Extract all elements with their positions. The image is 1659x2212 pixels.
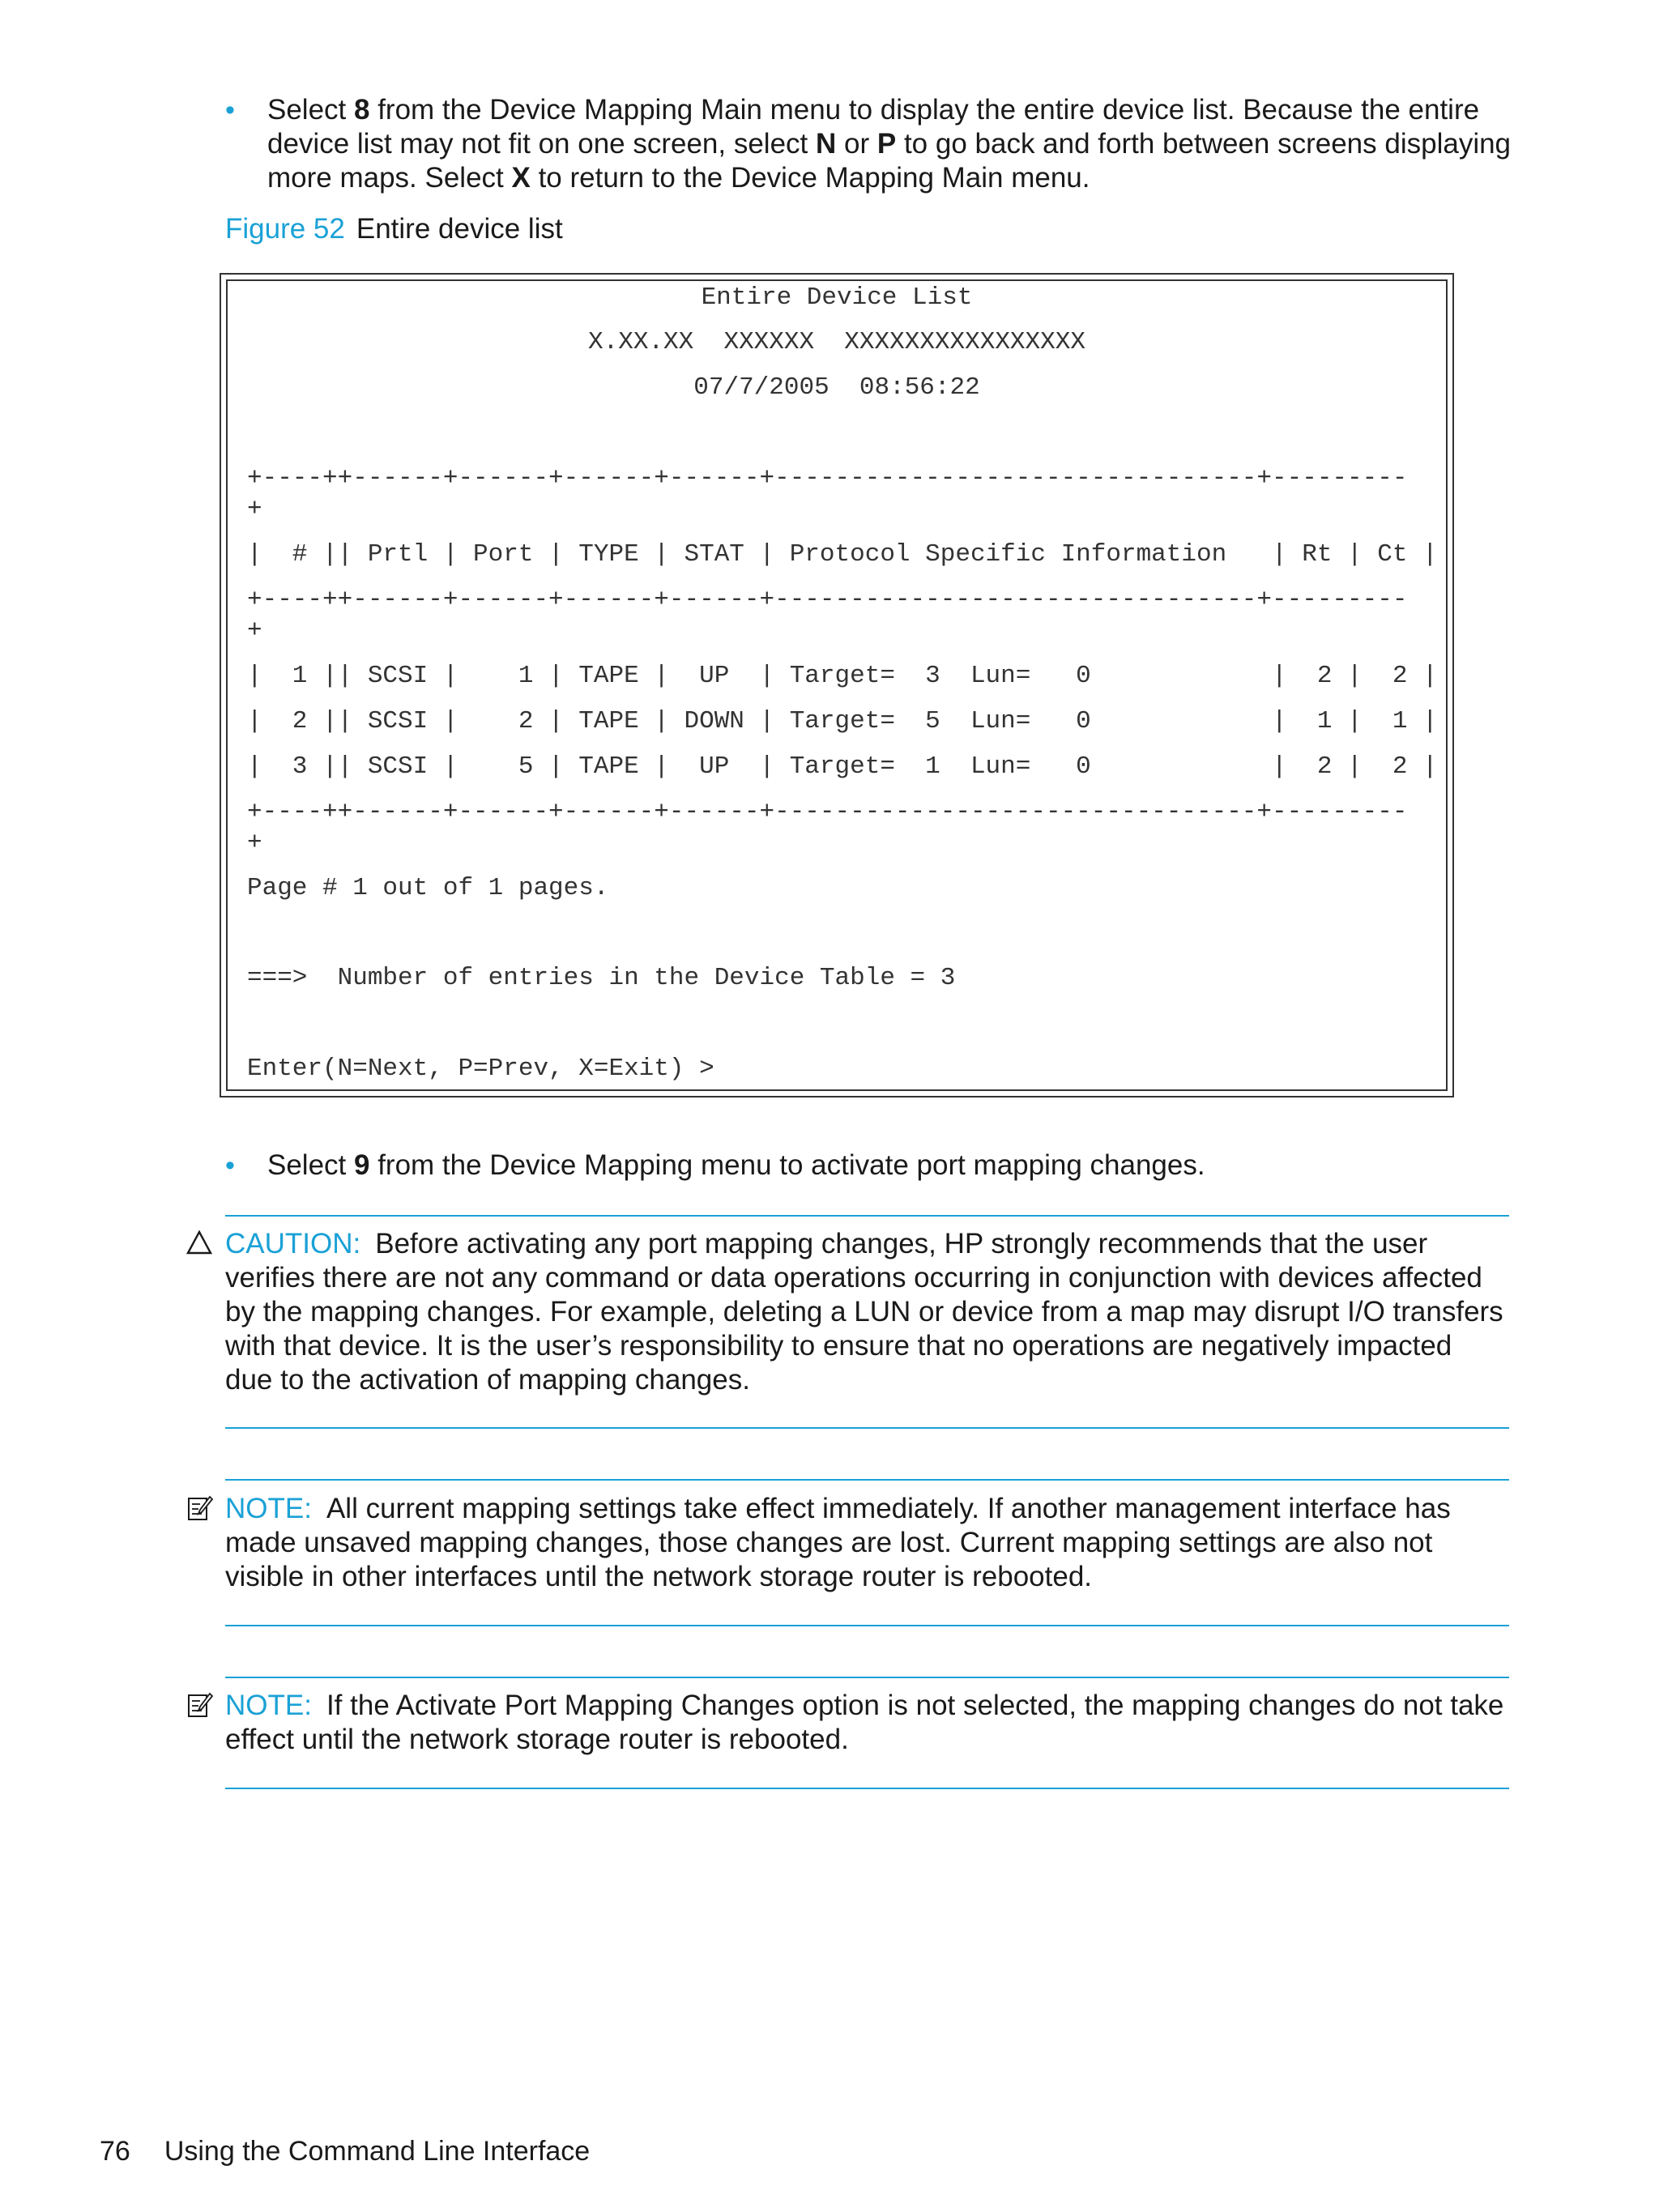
note-text: All current mapping settings take effect immediately. If another management interface has made unsaved mapping changes, those changes are lost. Current mapping settings are also not visible in other interfaces until the network storage router is rebooted. (225, 1493, 1451, 1592)
note-top-rule (225, 1677, 1509, 1678)
figure-caption (225, 212, 563, 246)
text-run: from the Device Mapping menu to activate port mapping changes. (369, 1149, 1205, 1181)
text-run: to return to the Device Mapping Main menu. (530, 162, 1090, 194)
caution-label: CAUTION: (225, 1228, 361, 1259)
table-row: | 3 || SCSI | 5 | TAPE | UP | Target= 1 Lun= 0 | 2 | 2 | (247, 752, 1438, 781)
text-run: Select (267, 1149, 354, 1181)
page-number: 76 (100, 2136, 130, 2167)
page-footer (100, 2135, 590, 2167)
note-top-rule (225, 1479, 1509, 1481)
note-text: If the Activate Port Mapping Changes option is not selected, the mapping changes do not take effect until the network storage router is rebooted. (225, 1690, 1504, 1755)
table-separator-tail: + (247, 829, 262, 857)
table-separator: +----++------+------+------+------+--------------------------------+--------- (247, 798, 1408, 826)
terminal-datetime: 07/7/2005 08:56:22 (693, 373, 980, 402)
bullet-dot-icon: • (225, 95, 235, 126)
key-n: N (816, 128, 837, 160)
table-separator-tail: + (247, 616, 262, 645)
note-pencil-icon (186, 1691, 214, 1719)
bullet-text (267, 93, 1531, 195)
key-9: 9 (354, 1149, 370, 1181)
section-title: Using the Command Line Interface (164, 2136, 591, 2167)
key-x: X (511, 162, 531, 194)
note-bottom-rule (225, 1788, 1509, 1789)
key-8: 8 (354, 94, 370, 126)
table-header-row: | # || Prtl | Port | TYPE | STAT | Protocol Specific Information | Rt | Ct | (247, 540, 1438, 569)
command-prompt: Enter(N=Next, P=Prev, X=Exit) > (247, 1055, 714, 1083)
entries-line: ===> Number of entries in the Device Table = 3 (247, 964, 956, 992)
text-run: Select (267, 94, 354, 126)
note-block (225, 1689, 1505, 1757)
text-run: to go back and forth between screens displaying more maps. Select (267, 128, 1512, 194)
figure-label: Figure 52 (225, 213, 345, 245)
caution-block (225, 1227, 1505, 1397)
bullet-dot-icon: • (225, 1150, 235, 1181)
terminal-title: Entire Device List (701, 283, 973, 312)
table-row: | 2 || SCSI | 2 | TAPE | DOWN | Target= 5 Lun= 0 | 1 | 1 | (247, 707, 1438, 735)
bullet-text (267, 1149, 1531, 1183)
page-info: Page # 1 out of 1 pages. (247, 874, 609, 902)
note-label: NOTE: (225, 1493, 312, 1524)
table-separator: +----++------+------+------+------+--------------------------------+--------- (247, 586, 1408, 614)
text-run: from the Device Mapping Main menu to display the entire device list. Because the entire device list may not fit on one screen, select (267, 94, 1480, 160)
text-run: or (836, 128, 877, 160)
caution-text: Before activating any port mapping changes, HP strongly recommends that the user verifies there are not any command or data operations occurring in conjunction with devices affected by the mapping changes. For example, deleting a LUN or device from a map may disrupt I/O transfers with that device. It is the user’s responsibility to ensure that no operations are negatively impacted due to the activation of mapping changes. (225, 1228, 1503, 1396)
caution-top-rule (225, 1215, 1509, 1217)
caution-triangle-icon (186, 1230, 212, 1255)
note-bottom-rule (225, 1625, 1509, 1626)
note-label: NOTE: (225, 1690, 312, 1721)
note-pencil-icon (186, 1494, 214, 1522)
key-p: P (876, 128, 897, 160)
table-separator-tail: + (247, 495, 262, 523)
terminal-version-line: X.XX.XX XXXXXX XXXXXXXXXXXXXXXX (588, 328, 1085, 356)
table-separator: +----++------+------+------+------+--------------------------------+--------- (247, 464, 1408, 492)
figure-title: Entire device list (356, 213, 563, 245)
caution-bottom-rule (225, 1427, 1509, 1429)
table-row: | 1 || SCSI | 1 | TAPE | UP | Target= 3 Lun= 0 | 2 | 2 | (247, 662, 1438, 690)
note-block (225, 1492, 1505, 1594)
